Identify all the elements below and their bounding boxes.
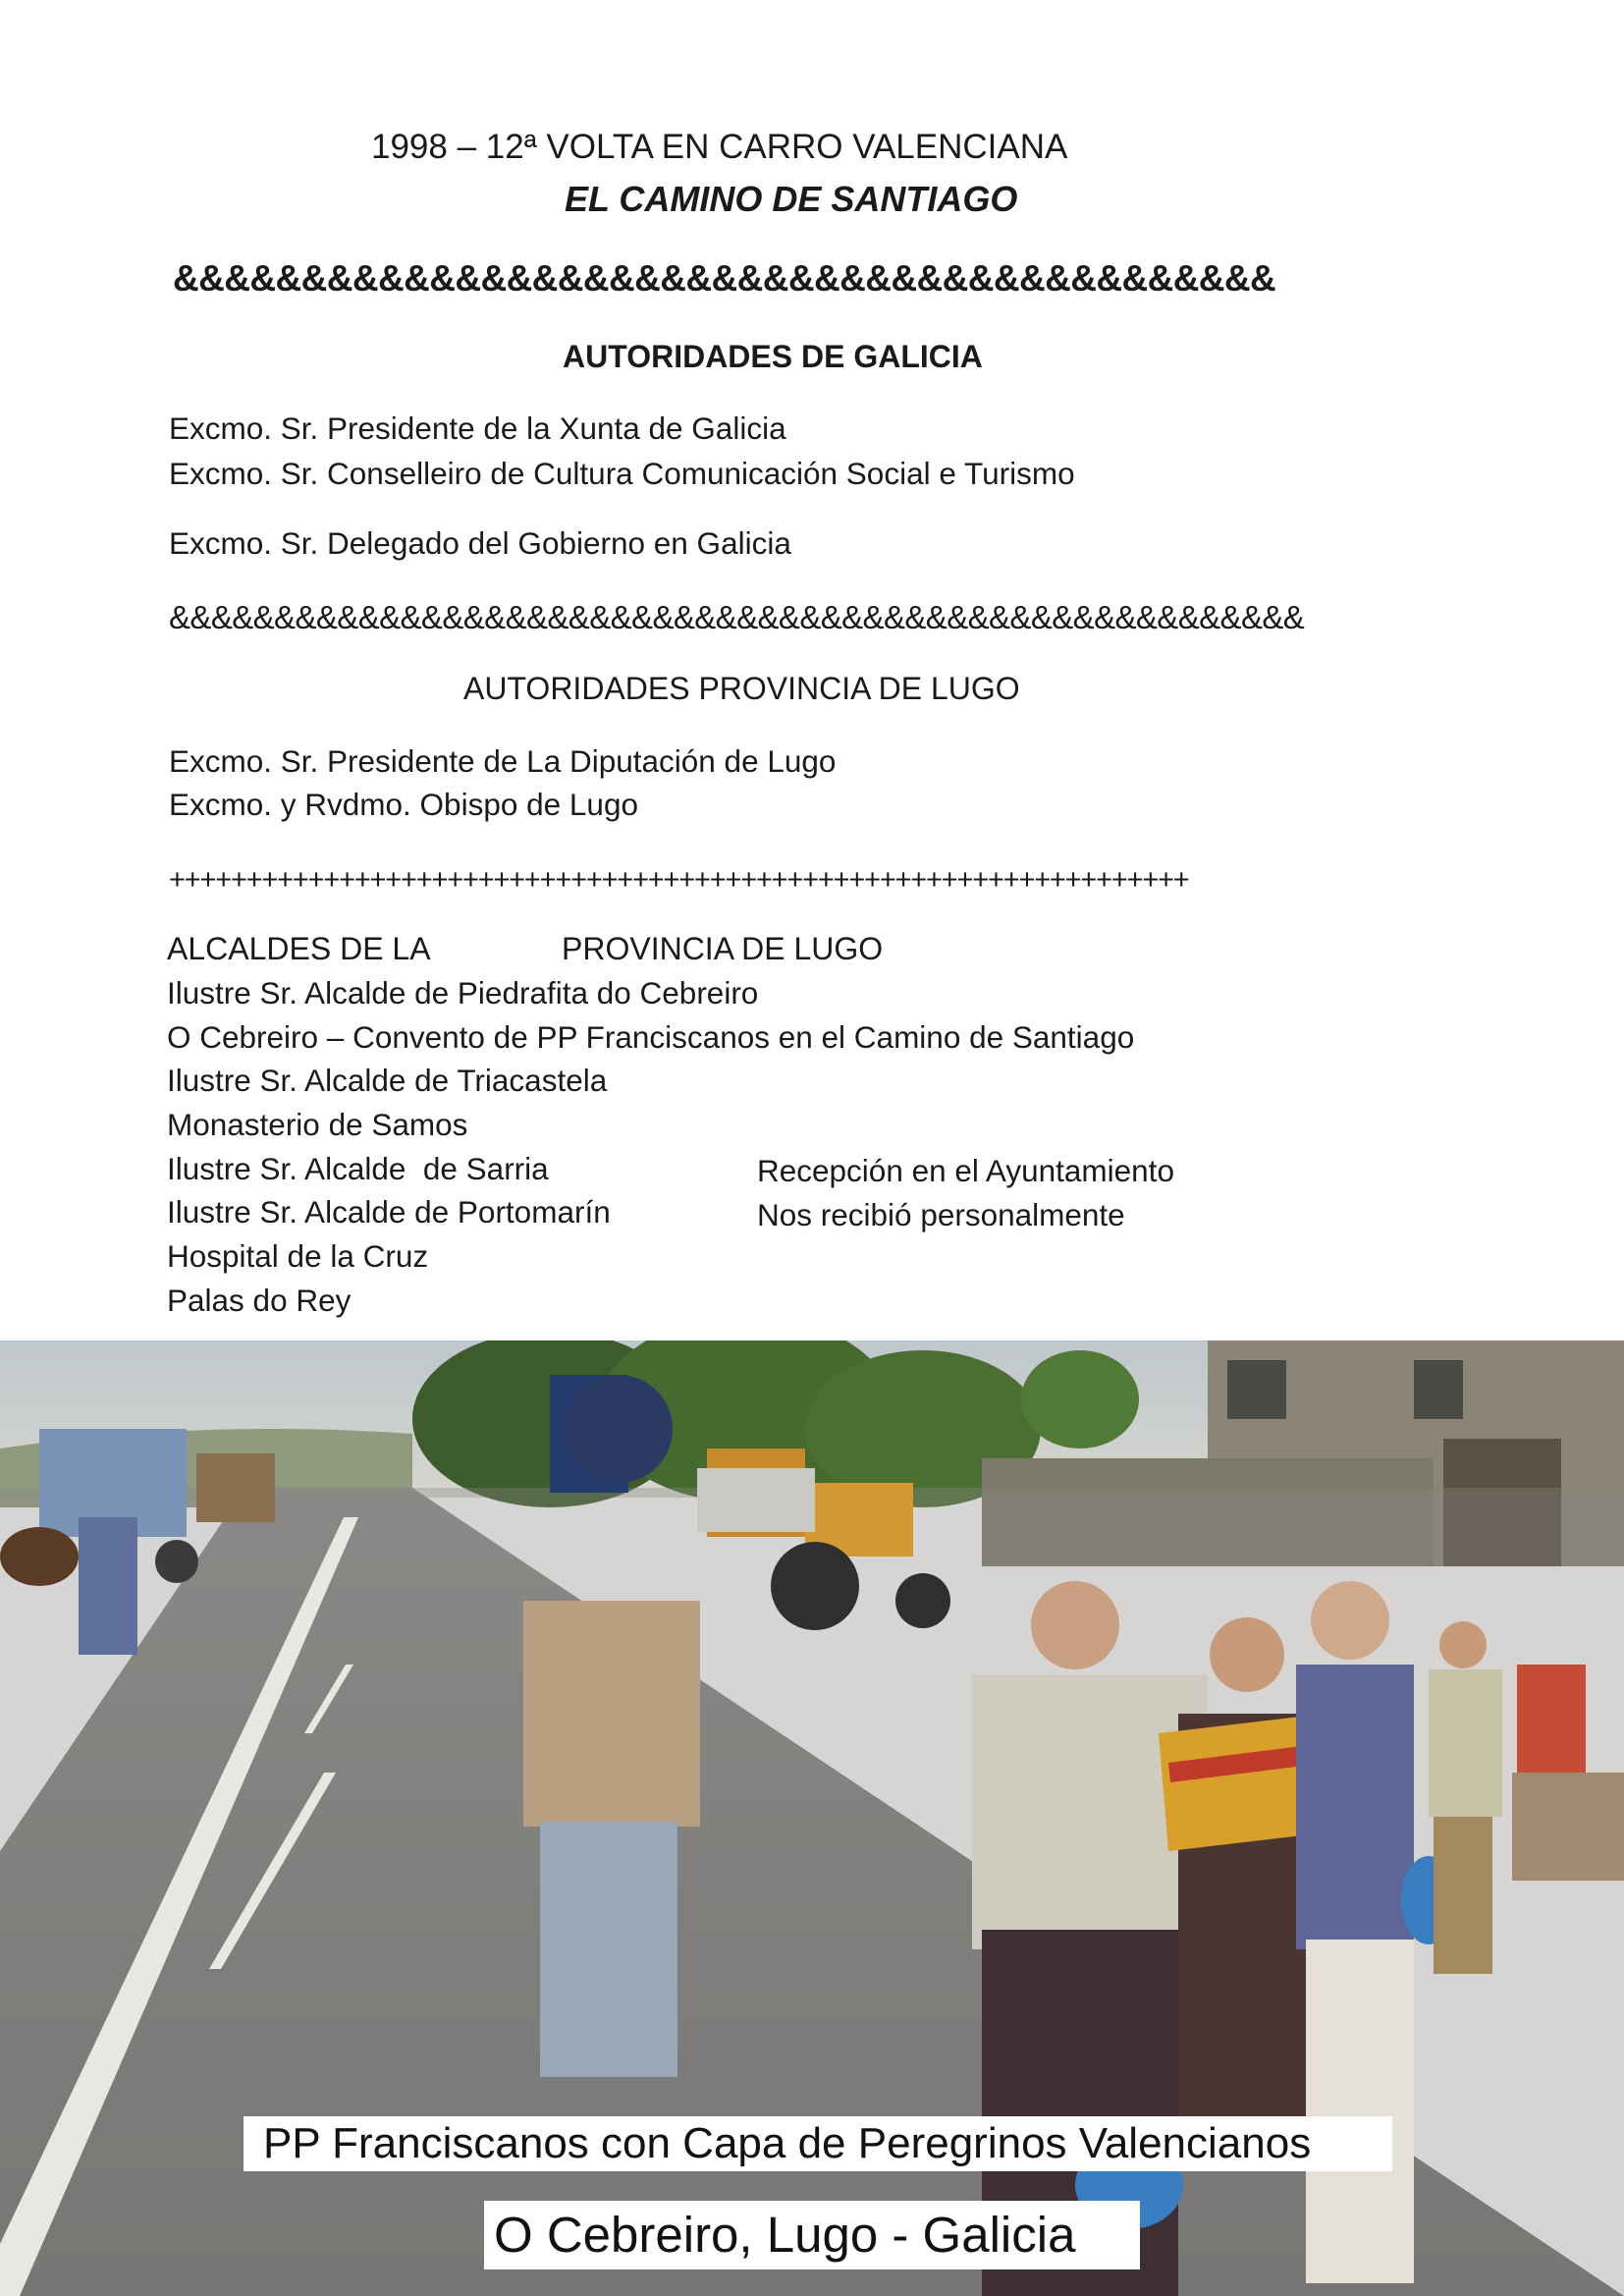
alcalde-item: Monasterio de Samos bbox=[167, 1107, 468, 1142]
photo-caption-location: O Cebreiro, Lugo - Galicia bbox=[484, 2201, 1140, 2269]
document-subtitle: EL CAMINO DE SANTIAGO bbox=[565, 179, 1018, 219]
alcaldes-heading-right: PROVINCIA DE LUGO bbox=[562, 931, 884, 966]
lugo-item: Excmo. Sr. Presidente de La Diputación de Lugo bbox=[169, 743, 837, 779]
alcalde-item: Hospital de la Cruz bbox=[167, 1238, 429, 1274]
document-title: 1998 – 12ª VOLTA EN CARRO VALENCIANA bbox=[371, 128, 1068, 166]
alcalde-note: Nos recibió personalmente bbox=[757, 1197, 1125, 1232]
lugo-item: Excmo. y Rvdmo. Obispo de Lugo bbox=[169, 787, 638, 822]
lugo-heading: AUTORIDADES PROVINCIA DE LUGO bbox=[463, 671, 1020, 706]
alcaldes-heading-left: ALCALDES DE LA bbox=[167, 931, 431, 966]
alcalde-item: Ilustre Sr. Alcalde de Portomarín bbox=[167, 1194, 611, 1230]
galicia-item: Excmo. Sr. Delegado del Gobierno en Galicia bbox=[169, 525, 791, 561]
alcalde-item: Ilustre Sr. Alcalde de Sarria bbox=[167, 1151, 549, 1186]
ampersand-divider-bold: &&&&&&&&&&&&&&&&&&&&&&&&&&&&&&&&&&&&&&&&&&& bbox=[173, 258, 1276, 299]
alcalde-item: Palas do Rey bbox=[167, 1283, 352, 1318]
photo-caption-title: PP Franciscanos con Capa de Peregrinos Valencianos bbox=[244, 2116, 1392, 2171]
alcalde-item: O Cebreiro – Convento de PP Franciscanos en el Camino de Santiago bbox=[167, 1019, 1135, 1055]
galicia-item: Excmo. Sr. Conselleiro de Cultura Comunicación Social e Turismo bbox=[169, 456, 1075, 491]
alcalde-item: Ilustre Sr. Alcalde de Triacastela bbox=[167, 1063, 608, 1098]
ampersand-divider: &&&&&&&&&&&&&&&&&&&&&&&&&&&&&&&&&&&&&&&&&&&&&&&&&&&&&& bbox=[169, 599, 1305, 635]
alcalde-note: Recepción en el Ayuntamiento bbox=[757, 1153, 1174, 1188]
galicia-heading: AUTORIDADES DE GALICIA bbox=[563, 339, 983, 374]
galicia-item: Excmo. Sr. Presidente de la Xunta de Galicia bbox=[169, 410, 786, 446]
plus-divider: ++++++++++++++++++++++++++++++++++++++++++++++++++++++++++++++++++ bbox=[169, 864, 1189, 896]
alcalde-item: Ilustre Sr. Alcalde de Piedrafita do Cebreiro bbox=[167, 975, 759, 1011]
